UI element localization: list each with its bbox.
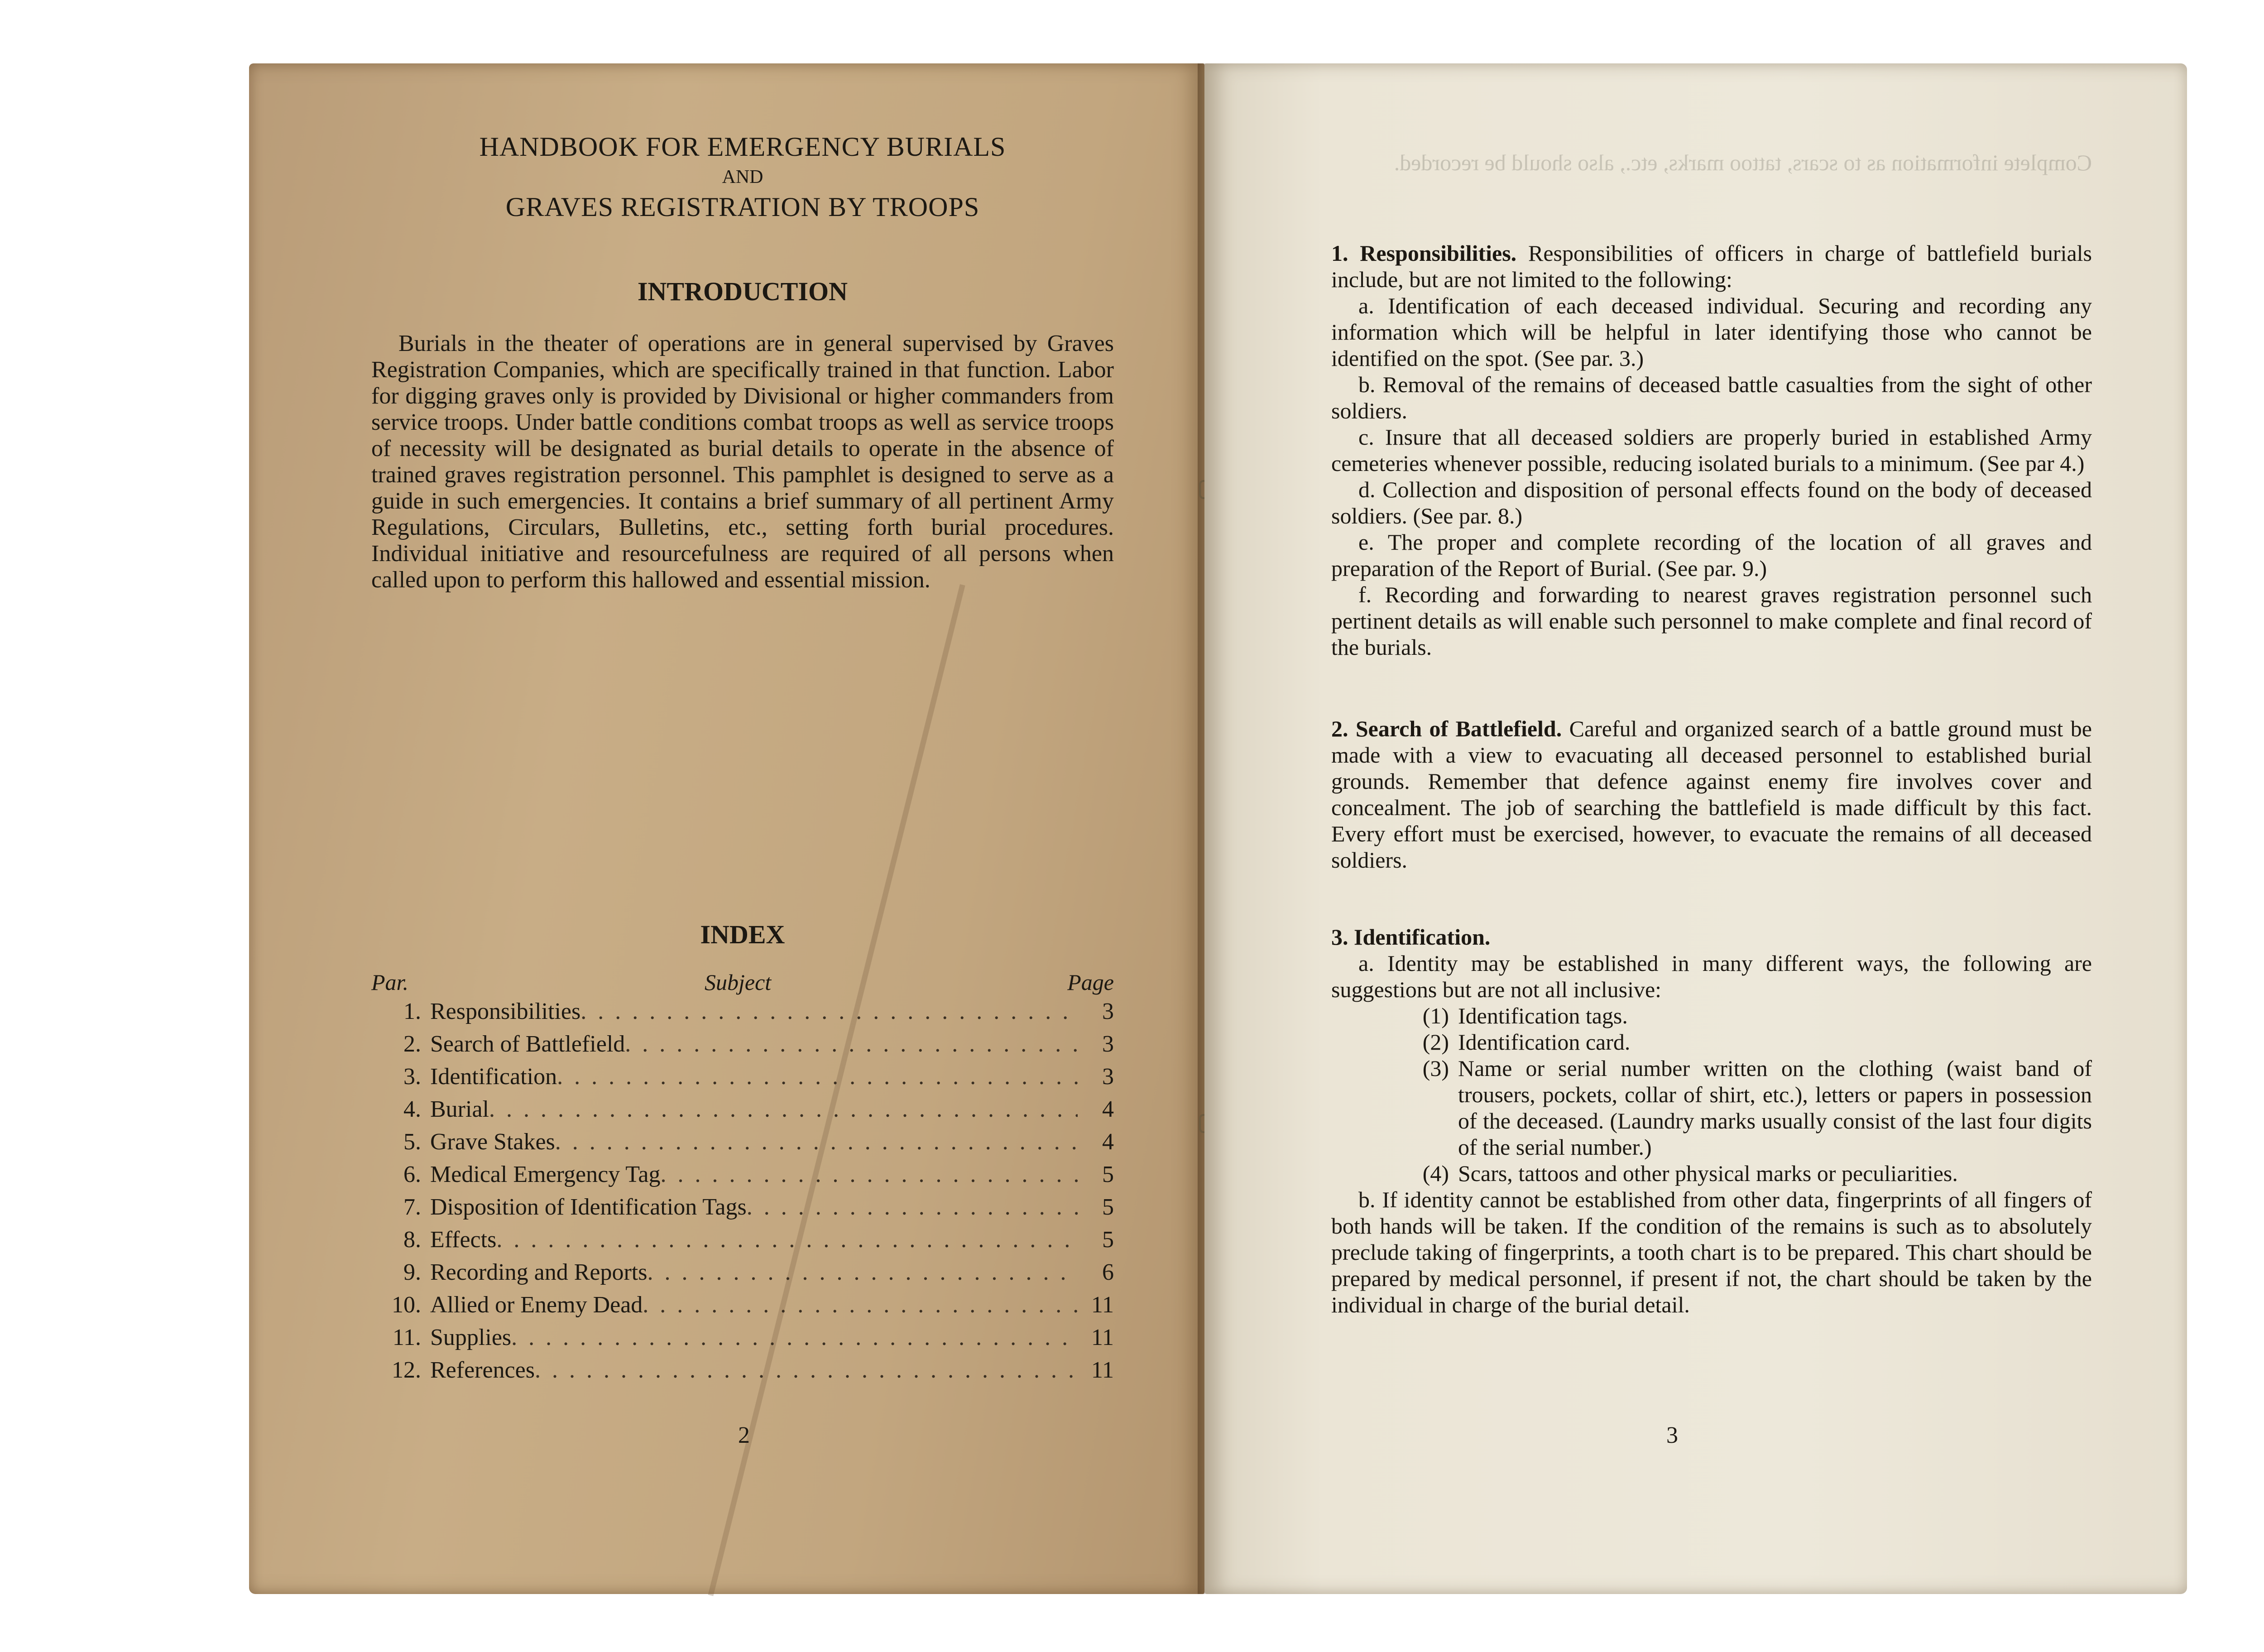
section-3-heading: 3. Identification. — [1331, 924, 1491, 950]
handbook-title — [371, 131, 1114, 223]
title-line-1: HANDBOOK FOR EMERGENCY BURIALS — [479, 132, 1006, 162]
index-row — [371, 1194, 1114, 1226]
section-1-item-d: d. Collection and disposition of personal effects found on the body of deceased soldiers. (See par. 8.) — [1331, 477, 2092, 528]
section-3-item-b: b. If identity cannot be established from other data, fingerprints of all fingers of both hands will be taken. If the condition of the remains is such as to absolutely preclude taking of fingerprints, a tooth chart is to be prepared. This chart should be prepared by medical personnel, if present if not, the chart should be taken by the individual in charge of the burial detail. — [1331, 1187, 2092, 1317]
index-col-par: Par. — [371, 970, 408, 995]
index-row — [371, 1063, 1114, 1096]
list-item-number: (3) — [1422, 1056, 1449, 1081]
index-subject: Supplies — [430, 1325, 512, 1350]
index-subject: Burial — [430, 1096, 489, 1122]
index-leader-dots — [747, 1194, 1078, 1220]
section-2-text: Careful and organized search of a battle ground must be made with a view to evacuating all deceased personnel to established burial grounds. Remember that defence against enemy fire involves cover and concealment. The job of searching the battlefield is made difficult by this fact. Every effort must be exercised, however, to evacuate the remains of all deceased soldiers. — [1331, 716, 2092, 873]
index-page: 11 — [1091, 1292, 1114, 1318]
index-page: 5 — [1102, 1194, 1114, 1220]
index-subject: Responsibilities — [430, 999, 581, 1024]
left-page — [249, 63, 1204, 1594]
right-page — [1204, 63, 2187, 1594]
section-1-heading: 1. Responsibilities. — [1331, 240, 1517, 266]
index-leader-dots — [580, 998, 1078, 1025]
section-2-heading: 2. Search of Battlefield. — [1331, 716, 1562, 741]
index-row — [371, 1031, 1114, 1063]
index-subject: Search of Battlefield — [430, 1031, 625, 1057]
index-leader-dots — [643, 1292, 1078, 1318]
index-leader-dots — [489, 1096, 1078, 1123]
section-3-item-a: a. Identity may be established in many different ways, the following are suggestions but are not all inclusive: — [1331, 951, 2092, 1002]
section-search-of-battlefield — [1331, 716, 2092, 873]
list-item-text: Scars, tattoos and other physical marks or peculiarities. — [1458, 1161, 1958, 1186]
list-item-text: Identification card. — [1458, 1029, 1631, 1055]
index-page: 3 — [1102, 1064, 1114, 1090]
index-col-subject: Subject — [705, 970, 772, 995]
index-row — [371, 1259, 1114, 1292]
title-line-3: GRAVES REGISTRATION BY TROOPS — [505, 192, 980, 222]
open-booklet — [249, 63, 2187, 1594]
index-row — [371, 1096, 1114, 1129]
index-row — [371, 998, 1114, 1031]
index-page: 11 — [1091, 1325, 1114, 1350]
index-page: 5 — [1102, 1162, 1114, 1187]
list-item — [1331, 1055, 2092, 1160]
index-row — [371, 1161, 1114, 1194]
introduction-text: Burials in the theater of operations are in general supervised by Graves Registration Companies, which are specifically trained in that function. Labor for digging graves only is provided by Divisional or higher commanders from service troops. Under battle conditions combat troops as well as service troops of necessity will be designated as burial details to operate in the absence of trained graves registration personnel. This pamphlet is designed to serve as a guide in such emergencies. It contains a brief summary of all pertinent Army Regulations, Circulars, Bulletins, etc., setting forth burial procedures. Individual initiative and resourcefulness are required of all persons when called upon to perform this hallowed and essential mission. — [371, 331, 1114, 593]
index-subject: Identification — [430, 1064, 557, 1090]
index-page: 5 — [1102, 1227, 1114, 1253]
index-par: 12. — [392, 1357, 421, 1383]
index-leader-dots — [647, 1259, 1078, 1286]
index-leader-dots — [496, 1226, 1078, 1253]
identification-methods-list — [1331, 1003, 2092, 1186]
list-item-text: Identification tags. — [1458, 1003, 1628, 1028]
section-1-item-b: b. Removal of the remains of deceased battle casualties from the sight of other soldiers. — [1331, 372, 2092, 423]
section-responsibilities — [1331, 240, 2092, 660]
index-par: 7. — [403, 1194, 421, 1220]
index-col-page: Page — [1067, 970, 1114, 995]
section-1-item-f: f. Recording and forwarding to nearest graves registration personnel such pertinent details as will enable such personnel to make complete and final record of the burials. — [1331, 582, 2092, 660]
index-subject: References — [430, 1357, 535, 1383]
index-page: 4 — [1102, 1129, 1114, 1155]
index-row — [371, 1226, 1114, 1259]
index-leader-dots — [511, 1324, 1078, 1351]
index-leader-dots — [660, 1161, 1078, 1188]
list-item-text: Name or serial number written on the clothing (waist band of trousers, pockets, collar of shirt, etc.), letters or papers in possession of the deceased. (Laundry marks usually consist of the last four digits of the serial number.) — [1458, 1056, 2092, 1160]
index-leader-dots — [535, 1357, 1078, 1383]
index-subject: Disposition of Identification Tags — [430, 1194, 747, 1220]
page-number-left: 2 — [738, 1422, 750, 1448]
index-row — [371, 1292, 1114, 1324]
index-heading: INDEX — [700, 920, 785, 949]
page-number-right: 3 — [1666, 1422, 1678, 1448]
title-line-2: AND — [722, 167, 763, 187]
bleed-through-text: Complete information as to scars, tattoo marks, etc., also should be recorded. — [1394, 150, 2092, 175]
index-header-row — [371, 969, 1114, 995]
index-par: 3. — [403, 1064, 421, 1090]
section-1-item-c: c. Insure that all deceased soldiers are properly buried in established Army cemeteries whenever possible, reducing isolated burials to a minimum. (See par 4.) — [1331, 424, 2092, 476]
index-row — [371, 1129, 1114, 1161]
index-par: 2. — [403, 1031, 421, 1057]
section-1-item-a: a. Identification of each deceased individual. Securing and recording any information which will be helpful in later identifying those who cannot be identified on the spot. (See par. 3.) — [1331, 293, 2092, 371]
index-row — [371, 1357, 1114, 1389]
index-par: 4. — [403, 1096, 421, 1122]
list-item — [1331, 1029, 2092, 1055]
index-row — [371, 1324, 1114, 1357]
list-item-number: (2) — [1422, 1029, 1449, 1055]
index-page: 6 — [1102, 1259, 1114, 1285]
index-par: 6. — [403, 1162, 421, 1187]
index-page: 4 — [1102, 1096, 1114, 1122]
list-item-number: (1) — [1422, 1003, 1449, 1028]
section-1-intro: Responsibilities of officers in charge of battlefield burials include, but are not limited to the following: — [1331, 240, 2092, 292]
index-par: 5. — [403, 1129, 421, 1155]
index-table — [371, 969, 1114, 1389]
index-leader-dots — [557, 1063, 1078, 1090]
index-subject: Recording and Reports — [430, 1259, 648, 1285]
index-rows — [371, 998, 1114, 1389]
introduction-heading: INTRODUCTION — [637, 277, 848, 306]
section-1-item-e: e. The proper and complete recording of the location of all graves and preparation of the Report of Burial. (See par. 9.) — [1331, 529, 2092, 581]
list-item — [1331, 1160, 2092, 1186]
list-item-number: (4) — [1422, 1161, 1449, 1186]
index-par: 8. — [403, 1227, 421, 1253]
index-subject: Allied or Enemy Dead — [430, 1292, 643, 1318]
index-subject: Medical Emergency Tag — [430, 1162, 661, 1187]
index-par: 11. — [392, 1325, 421, 1350]
index-subject: Effects — [430, 1227, 497, 1253]
index-subject: Grave Stakes — [430, 1129, 555, 1155]
index-par: 1. — [403, 999, 421, 1024]
index-page: 11 — [1091, 1357, 1114, 1383]
index-leader-dots — [625, 1031, 1078, 1057]
index-leader-dots — [555, 1129, 1078, 1155]
index-par: 10. — [392, 1292, 421, 1318]
index-page: 3 — [1102, 999, 1114, 1024]
index-par: 9. — [403, 1259, 421, 1285]
index-page: 3 — [1102, 1031, 1114, 1057]
section-identification — [1331, 924, 2092, 1318]
list-item — [1331, 1003, 2092, 1029]
